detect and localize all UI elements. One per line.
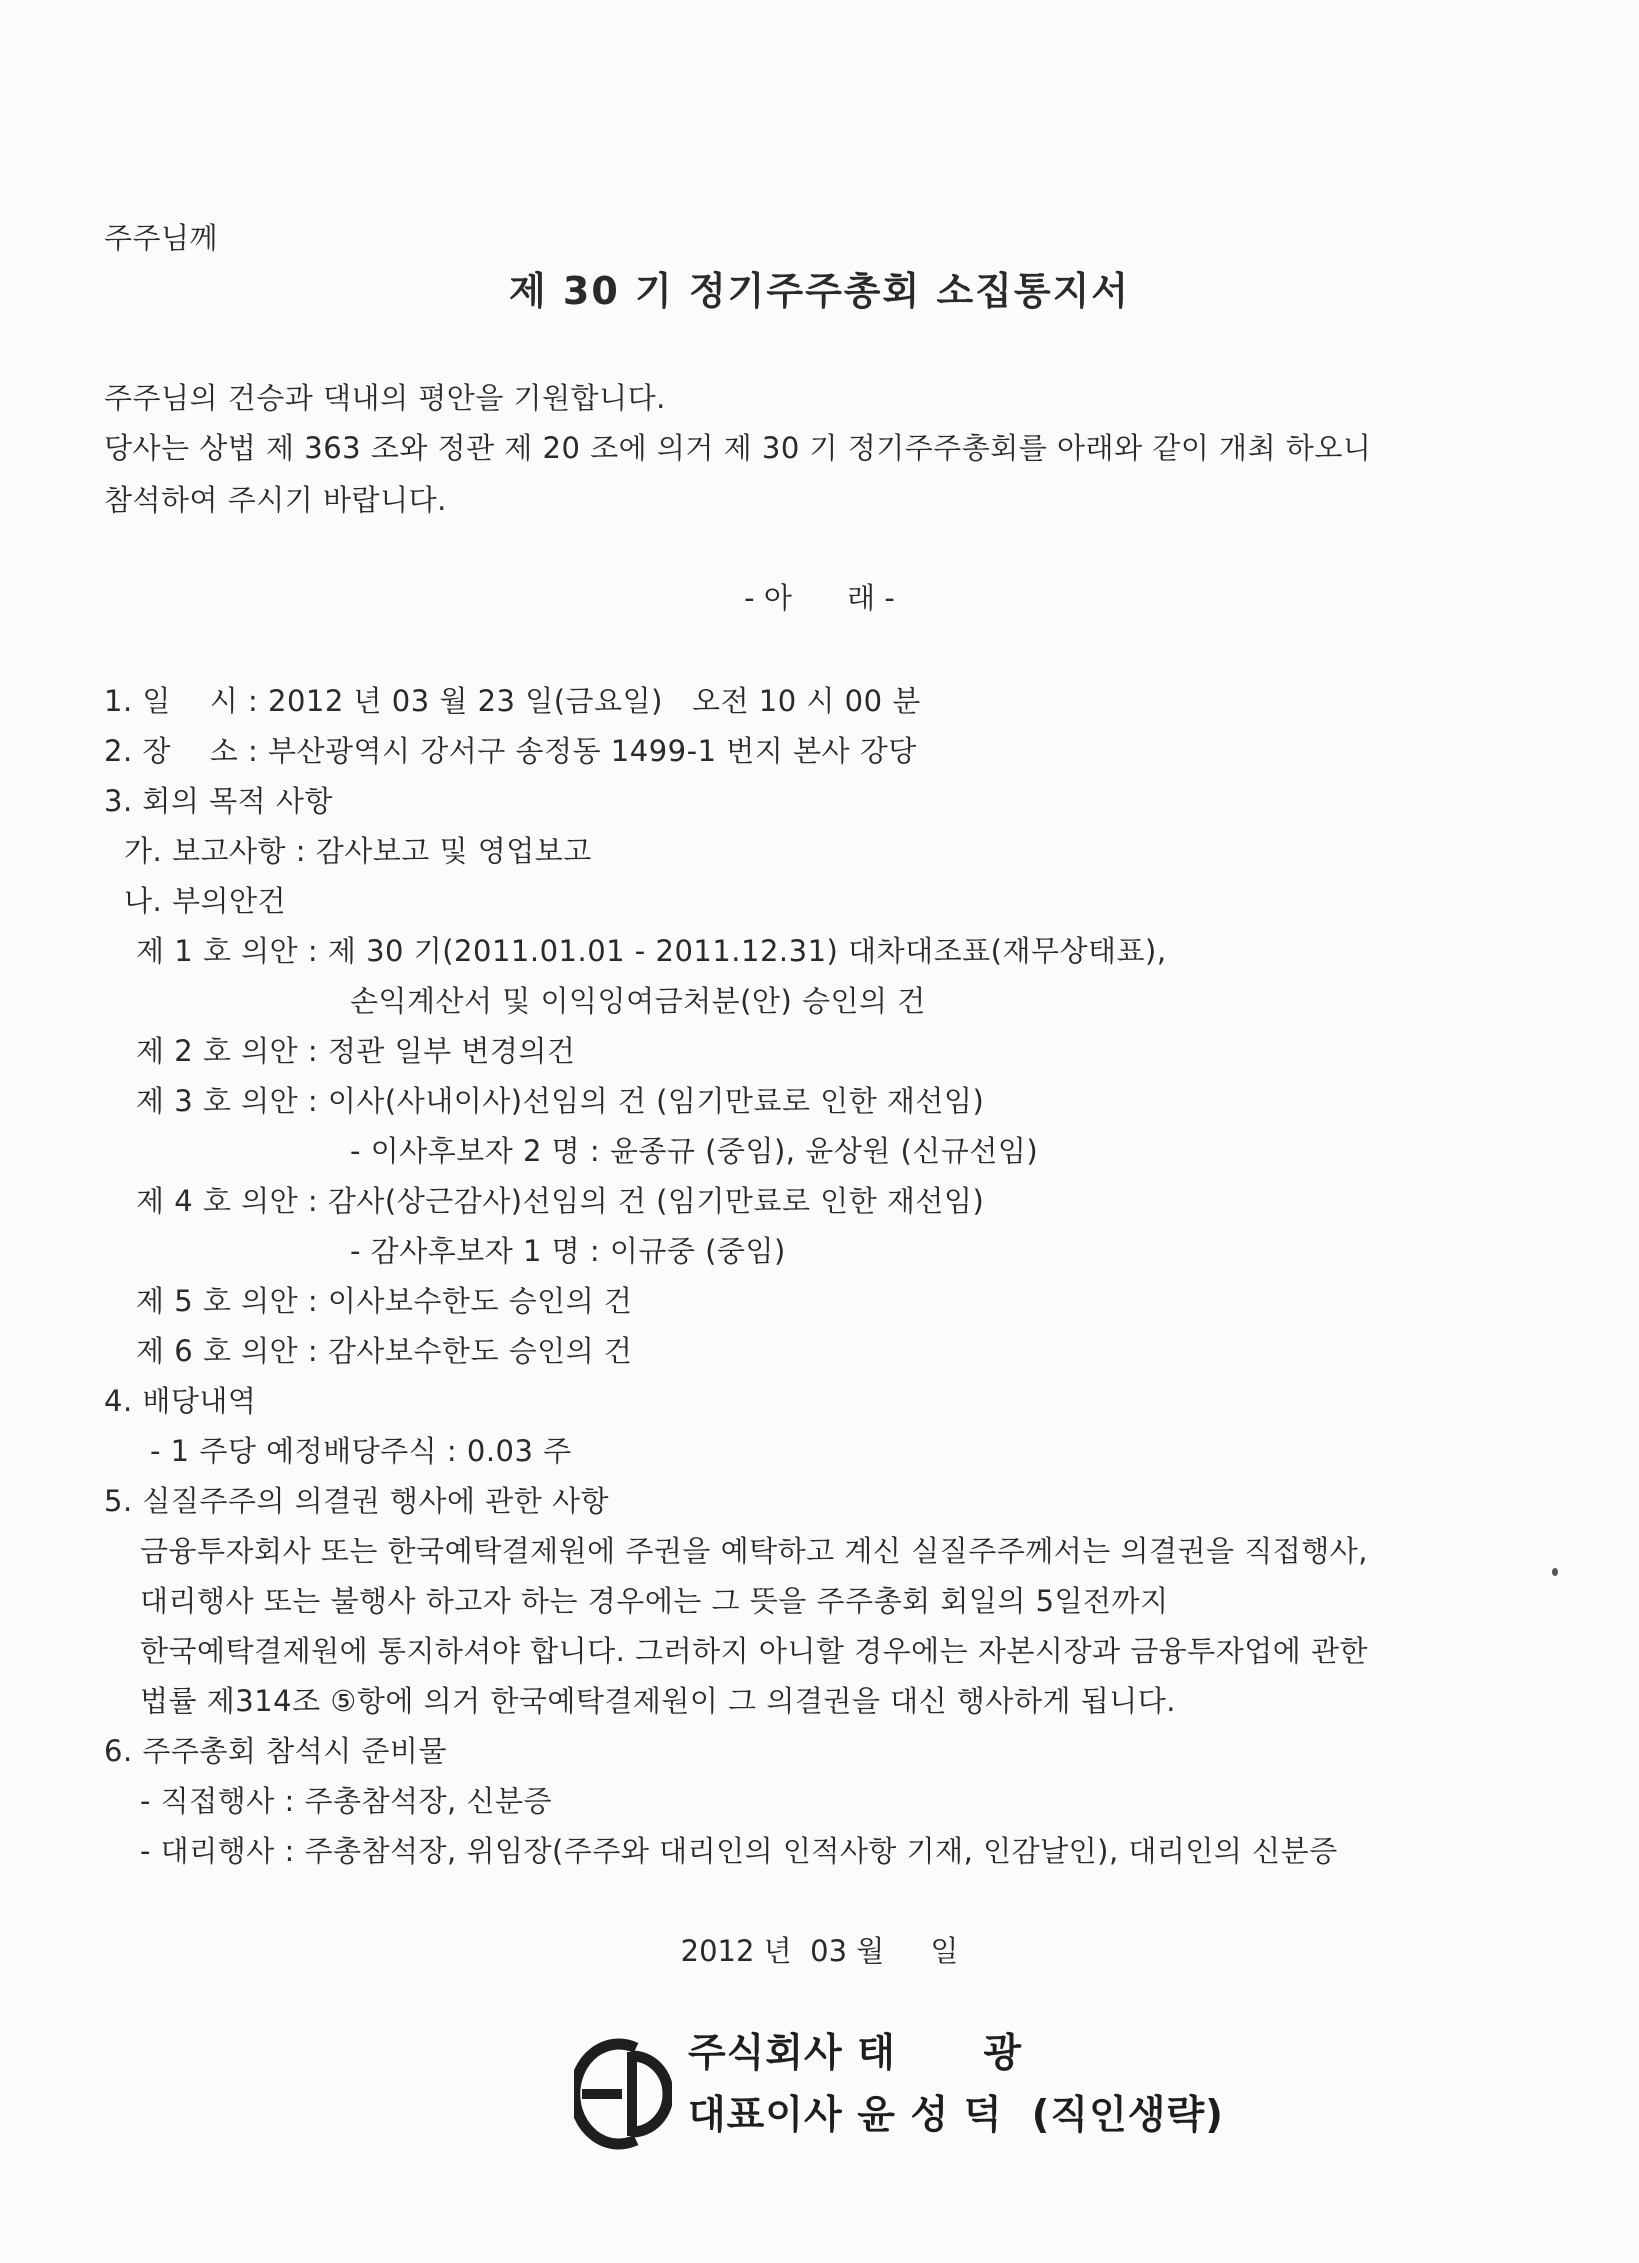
motion-3-candidates: - 이사후보자 2 명 : 윤종규 (중임), 윤상원 (신규선임) (350, 1134, 1039, 1168)
below-heading: - 아 래 - (744, 581, 895, 615)
motion-5: 제 5 호 의안 : 이사보수한도 승인의 건 (136, 1284, 633, 1318)
voting-line-3: 한국예탁결제원에 통지하셔야 합니다. 그러하지 아니할 경우에는 자본시장과 금융투자업에 관한 (140, 1634, 1369, 1668)
company-logo-icon (574, 2038, 672, 2150)
item-place: 2. 장 소 : 부산광역시 강서구 송정동 1499-1 번지 본사 강당 (104, 734, 917, 768)
item-datetime: 1. 일 시 : 2012 년 03 월 23 일(금요일) 오전 10 시 00 분 (104, 684, 921, 718)
voting-line-2: 대리행사 또는 불행사 하고자 하는 경우에는 그 뜻을 주주총회 회일의 5일전까지 (140, 1584, 1169, 1618)
greeting-line-2: 당사는 상법 제 363 조와 정관 제 20 조에 의거 제 30 기 정기주주총회를 아래와 같이 개최 하오니 (104, 431, 1372, 465)
voting-line-4: 법률 제314조 ⑤항에 의거 한국예탁결제원이 그 의결권을 대신 행사하게 됩니다. (140, 1684, 1176, 1718)
prep-direct: - 직접행사 : 주총참석장, 신분증 (140, 1784, 552, 1818)
item-dividend: - 1 주당 예정배당주식 : 0.03 주 (150, 1434, 572, 1468)
salutation: 주주님께 (104, 221, 219, 255)
representative-signature: 대표이사 윤 성 덕 (직인생략) (688, 2093, 1224, 2138)
prep-proxy: - 대리행사 : 주총참석장, 위임장(주주와 대리인의 인적사항 기재, 인감날인), 대리인의 신분증 (140, 1834, 1338, 1868)
motion-2: 제 2 호 의안 : 정관 일부 변경의건 (136, 1034, 576, 1068)
item-voting-heading: 5. 실질주주의 의결권 행사에 관한 사항 (104, 1484, 609, 1518)
greeting-line-1: 주주님의 건승과 댁내의 평안을 기원합니다. (104, 381, 666, 415)
document-title: 제 30 기 정기주주총회 소집통지서 (508, 269, 1130, 313)
voting-line-1: 금융투자회사 또는 한국예탁결제원에 주권을 예탁하고 계신 실질주주께서는 의결권을 직접행사, (140, 1534, 1369, 1568)
motion-1-line-2: 손익계산서 및 이익잉여금처분(안) 승인의 건 (350, 984, 926, 1018)
greeting-line-3: 참석하여 주시기 바랍니다. (104, 483, 447, 517)
motion-1-line-1: 제 1 호 의안 : 제 30 기(2011.01.01 - 2011.12.31) 대차대조표(재무상태표), (136, 934, 1167, 968)
company-name: 주식회사 태 광 (688, 2031, 1023, 2076)
motion-4: 제 4 호 의안 : 감사(상근감사)선임의 건 (임기만료로 인한 재선임) (136, 1184, 985, 1218)
notice-date: 2012 년 03 월 일 (680, 1934, 959, 1968)
scan-speck (1552, 1568, 1558, 1576)
motion-3: 제 3 호 의안 : 이사(사내이사)선임의 건 (임기만료로 인한 재선임) (136, 1084, 985, 1118)
item-prep-heading: 6. 주주총회 참석시 준비물 (104, 1734, 447, 1768)
item-agenda-heading: 3. 회의 목적 사항 (104, 784, 333, 818)
motion-4-candidates: - 감사후보자 1 명 : 이규중 (중임) (350, 1234, 786, 1268)
item-dividend-heading: 4. 배당내역 (104, 1384, 257, 1418)
motion-6: 제 6 호 의안 : 감사보수한도 승인의 건 (136, 1334, 633, 1368)
item-report: 가. 보고사항 : 감사보고 및 영업보고 (124, 834, 592, 868)
item-resolutions-heading: 나. 부의안건 (124, 884, 287, 918)
